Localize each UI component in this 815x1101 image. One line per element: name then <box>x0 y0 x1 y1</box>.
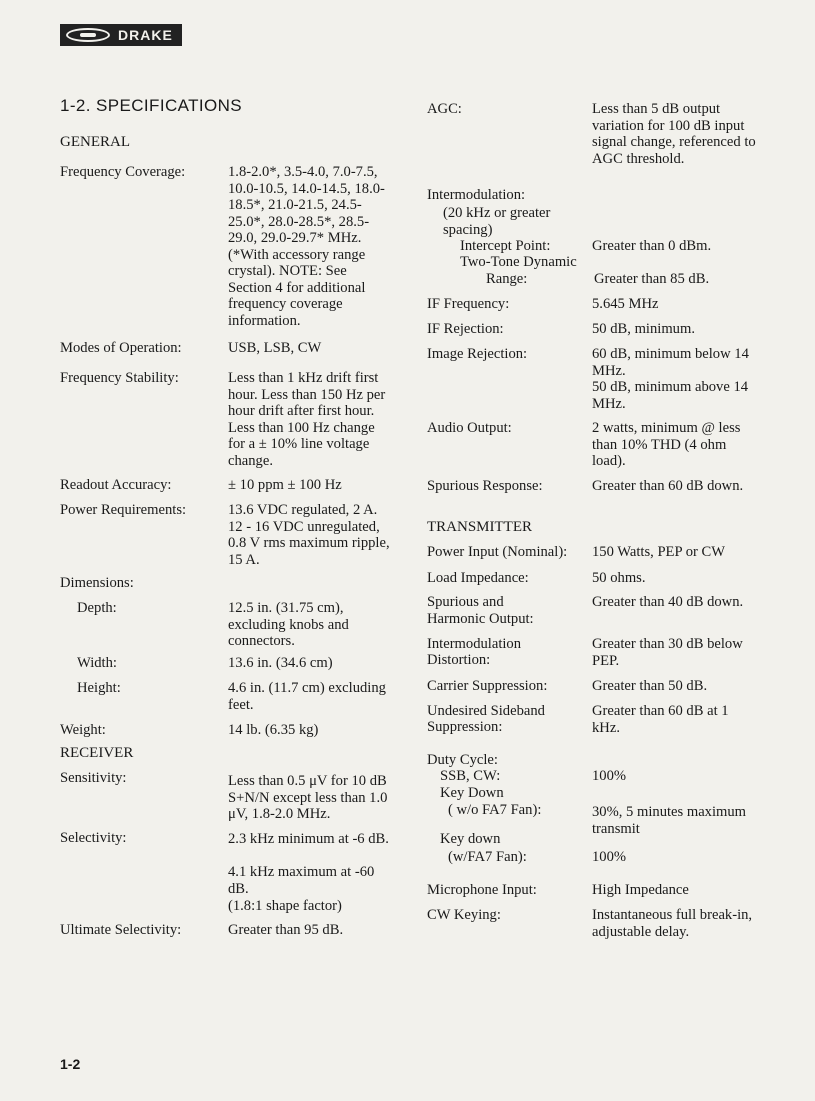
selectivity-value-2: 4.1 kHz maximum at -60 dB. <box>228 864 375 897</box>
carrier-suppression-label: Carrier Suppression: <box>427 678 548 694</box>
spurious-harmonic-label-1: Spurious and <box>427 594 504 610</box>
if-frequency-value: 5.645 MHz <box>592 296 659 312</box>
power-input-value: 150 Watts, PEP or CW <box>592 544 726 560</box>
microphone-input-label: Microphone Input: <box>427 882 537 898</box>
sideband-label-1: Undesired Sideband <box>427 703 545 719</box>
spurious-response-value: Greater than 60 dB down. <box>592 478 744 494</box>
imd-distortion-label-1: Intermodulation <box>427 636 522 652</box>
section-title: 1-2. SPECIFICATIONS <box>60 96 243 115</box>
two-tone-range-label: Range: <box>486 271 528 287</box>
intercept-label: Intercept Point: <box>460 238 551 254</box>
image-rejection-value-2: 50 dB, minimum above 14 MHz. <box>592 379 749 412</box>
ultimate-selectivity-label: Ultimate Selectivity: <box>60 922 182 938</box>
with-fan-value: 100% <box>592 849 627 865</box>
width-value: 13.6 in. (34.6 cm) <box>228 655 333 671</box>
imd-distortion-value: Greater than 30 dB below PEP. <box>592 636 743 669</box>
image-rejection-label: Image Rejection: <box>427 346 528 362</box>
height-value: 4.6 in. (11.7 cm) excluding feet. <box>228 680 386 713</box>
dimensions-label: Dimensions: <box>60 575 134 591</box>
width-label: Width: <box>77 655 117 671</box>
readout-value: ± 10 ppm ± 100 Hz <box>228 477 342 493</box>
intermod-label: Intermodulation: <box>427 187 526 203</box>
intercept-value: Greater than 0 dBm. <box>592 238 712 254</box>
agc-value: Less than 5 dB output variation for 100 dB input signal change, referenced to AGC threshold. <box>592 101 756 167</box>
weight-label: Weight: <box>60 722 106 738</box>
sensitivity-value: Less than 0.5 μV for 10 dB S+N/N except less than 1.0 μV, 1.8-2.0 MHz. <box>228 773 388 822</box>
imd-distortion-label-2: Distortion: <box>427 652 491 668</box>
key-down-label-1: Key Down <box>440 785 504 801</box>
audio-output-label: Audio Output: <box>427 420 512 436</box>
if-frequency-label: IF Frequency: <box>427 296 510 312</box>
power-req-value: 13.6 VDC regulated, 2 A. 12 - 16 VDC unregulated, 0.8 V rms maximum ripple, 15 A. <box>228 502 390 568</box>
cw-keying-label: CW Keying: <box>427 907 501 923</box>
readout-label: Readout Accuracy: <box>60 477 172 493</box>
freq-stability-value: Less than 1 kHz drift first hour. Less than 150 Hz per hour drift after first hour. Less than 100 Hz change for a ± 10% line voltage change. <box>228 370 386 469</box>
audio-output-value: 2 watts, minimum @ less than 10% THD (4 ohm load). <box>592 420 741 469</box>
receiver-heading: RECEIVER <box>60 745 134 761</box>
ssb-cw-label: SSB, CW: <box>440 768 501 784</box>
sensitivity-label: Sensitivity: <box>60 770 127 786</box>
image-rejection-value-1: 60 dB, minimum below 14 MHz. <box>592 346 749 379</box>
power-req-label: Power Requirements: <box>60 502 187 518</box>
selectivity-label: Selectivity: <box>60 830 127 846</box>
freq-stability-label: Frequency Stability: <box>60 370 179 386</box>
load-impedance-label: Load Impedance: <box>427 570 529 586</box>
two-tone-label: Two-Tone Dynamic <box>460 254 577 270</box>
if-rejection-value: 50 dB, minimum. <box>592 321 695 337</box>
spurious-response-label: Spurious Response: <box>427 478 543 494</box>
selectivity-value-3: (1.8:1 shape factor) <box>228 898 342 914</box>
spurious-harmonic-label-2: Harmonic Output: <box>427 611 534 627</box>
two-tone-value: Greater than 85 dB. <box>594 271 710 287</box>
microphone-input-value: High Impedance <box>592 882 689 898</box>
modes-value: USB, LSB, CW <box>228 340 322 356</box>
modes-label: Modes of Operation: <box>60 340 182 356</box>
page-number: 1-2 <box>60 1056 81 1072</box>
cw-keying-value: Instantaneous full break-in, adjustable delay. <box>592 907 753 940</box>
without-fan-value: 30%, 5 minutes maximum transmit <box>592 804 747 837</box>
freq-coverage-value: 1.8-2.0*, 3.5-4.0, 7.0-7.5, 10.0-10.5, 14.0-14.5, 18.0-18.5*, 21.0-21.5, 24.5-25.0*, 28.0-28.5*, 28.5-29.0, 29.0-29.7* MHz. (*With accessory range crystal). NOTE: See Section 4 for additional frequency coverage information. <box>228 164 385 329</box>
drake-logo <box>60 24 182 46</box>
ssb-cw-value: 100% <box>592 768 627 784</box>
agc-label: AGC: <box>427 101 462 117</box>
if-rejection-label: IF Rejection: <box>427 321 504 337</box>
depth-value: 12.5 in. (31.75 cm), excluding knobs and connectors. <box>228 600 349 649</box>
sideband-value: Greater than 60 dB at 1 kHz. <box>592 703 729 736</box>
drake-emblem-icon <box>66 28 110 42</box>
with-fan-label: (w/FA7 Fan): <box>448 849 527 865</box>
general-heading: GENERAL <box>60 134 130 150</box>
transmitter-heading: TRANSMITTER <box>427 519 532 535</box>
key-down-label-2: Key down <box>440 831 501 847</box>
depth-label: Depth: <box>77 600 117 616</box>
selectivity-value-1: 2.3 kHz minimum at -6 dB. <box>228 831 389 847</box>
intermod-spacing: (20 kHz or greater spacing) <box>443 205 551 238</box>
duty-cycle-label: Duty Cycle: <box>427 752 498 768</box>
load-impedance-value: 50 ohms. <box>592 570 646 586</box>
weight-value: 14 lb. (6.35 kg) <box>228 722 319 738</box>
freq-coverage-label: Frequency Coverage: <box>60 164 186 180</box>
carrier-suppression-value: Greater than 50 dB. <box>592 678 708 694</box>
height-label: Height: <box>77 680 121 696</box>
without-fan-label: ( w/o FA7 Fan): <box>448 802 542 818</box>
logo-text: DRAKE <box>118 26 173 43</box>
spurious-harmonic-value: Greater than 40 dB down. <box>592 594 744 610</box>
power-input-label: Power Input (Nominal): <box>427 544 568 560</box>
sideband-label-2: Suppression: <box>427 719 503 735</box>
ultimate-selectivity-value: Greater than 95 dB. <box>228 922 344 938</box>
